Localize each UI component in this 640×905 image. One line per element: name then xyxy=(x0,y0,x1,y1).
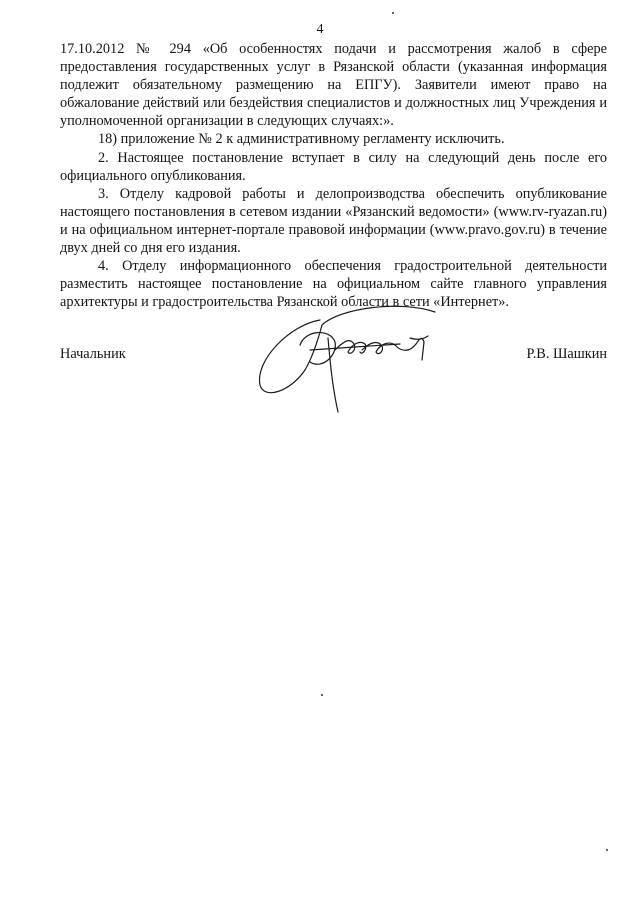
paragraph-item-3: 3. Отделу кадровой работы и делопроизводства обеспечить опубликование настоящего постановления в сетевом издании «Рязанский ведомости» (www.rv-ryazan.ru) и на официальном интернет-портале правовой информации (www.pravo.gov.ru) в течение двух дней со дня его издания. xyxy=(60,185,607,257)
scan-speck xyxy=(321,694,323,696)
signatory-title: Начальник xyxy=(60,346,126,362)
paragraph-item-2: 2. Настоящее постановление вступает в силу на следующий день после его официального опубликования. xyxy=(60,149,607,184)
signatory-name: Р.В. Шашкин xyxy=(526,346,607,362)
document-body xyxy=(60,40,607,311)
page-number: 4 xyxy=(316,22,324,37)
signature-row xyxy=(60,346,607,366)
scan-speck xyxy=(392,12,394,14)
paragraph-continuation: 17.10.2012 № 294 «Об особенностях подачи и рассмотрения жалоб в сфере предоставления государственных услуг в Рязанской области (указанная информация подлежит обязательному размещению на ЕПГУ). Заявители имеют право на обжалование действий или бездействия специалистов и должностных лиц Учреждения и уполномоченной организации в следующих случаях:». xyxy=(60,41,607,130)
paragraph-item-4: 4. Отделу информационного обеспечения градостроительной деятельности разместить настоящее постановление на официальном сайте главного управления архитектуры и градостроительства Рязанской области в сети «Интернет». xyxy=(60,258,607,311)
scan-speck xyxy=(606,849,608,851)
paragraph-item-18: 18) приложение № 2 к административному регламенту исключить. xyxy=(98,131,505,148)
